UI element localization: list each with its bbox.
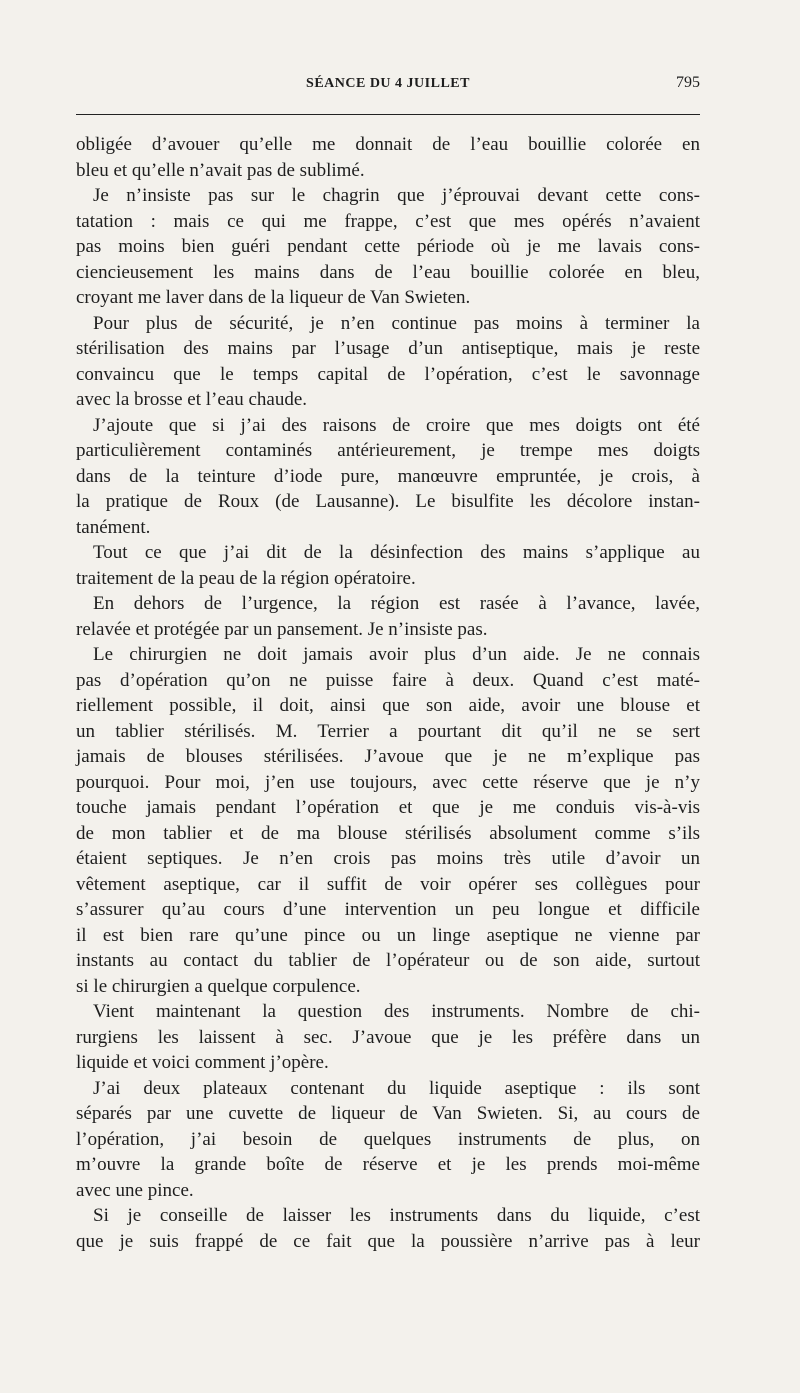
text-line: riellement possible, il doit, ainsi que son aide, avoir une blouse et (76, 695, 700, 716)
text-line: particulièrement contaminés antérieurement, je trempe mes doigts (76, 440, 700, 461)
text-line: il est bien rare qu’une pince ou un linge aseptique ne vienne par (76, 924, 700, 946)
text-line: avec la brosse et l’eau chaude. (76, 389, 308, 410)
text-line: J’ai deux plateaux contenant du liquide aseptique : ils sont (93, 1077, 700, 1099)
header-rule (76, 114, 700, 115)
text-line: convaincu que le temps capital de l’opération, c’est le savonnage (76, 363, 700, 385)
text-line: stérilisation des mains par l’usage d’un antiseptique, mais je reste (76, 338, 700, 359)
page-header (76, 72, 700, 100)
text-line: l’opération, j’ai besoin de quelques instruments de plus, on (76, 1128, 700, 1150)
text-line: jamais de blouses stérilisées. J’avoue que je ne m’explique pas (76, 746, 700, 767)
text-line: J’ajoute que si j’ai des raisons de croire que mes doigts ont été (93, 414, 700, 436)
text-line: En dehors de l’urgence, la région est rasée à l’avance, lavée, (93, 593, 700, 614)
text-line: de mon tablier et de ma blouse stérilisés absolument comme s’ils (76, 822, 700, 844)
text-line: Tout ce que j’ai dit de la désinfection des mains s’applique au (93, 542, 700, 563)
body-text (76, 132, 700, 1254)
text-line: Si je conseille de laisser les instruments dans du liquide, c’est (93, 1205, 700, 1226)
page-number: 795 (676, 74, 700, 91)
text-line: avec une pince. (76, 1179, 194, 1201)
text-line: la pratique de Roux (de Lausanne). Le bisulfite les décolore instan- (76, 491, 700, 512)
text-line: relavée et protégée par un pansement. Je n’insiste pas. (76, 618, 488, 640)
text-line: dans de la teinture d’iode pure, manœuvre empruntée, je crois, à (76, 465, 700, 487)
text-line: m’ouvre la grande boîte de réserve et je les prends moi-même (76, 1154, 700, 1175)
text-line: Vient maintenant la question des instruments. Nombre de chi- (93, 1001, 700, 1022)
text-line: touche jamais pendant l’opération et que je me conduis vis-à-vis (76, 797, 700, 818)
text-line: croyant me laver dans de la liqueur de Van Swieten. (76, 287, 471, 308)
text-line: pas d’opération qu’on ne puisse faire à deux. Quand c’est maté- (76, 669, 700, 691)
text-line: Le chirurgien ne doit jamais avoir plus d’un aide. Je ne connais (93, 644, 700, 665)
text-line: tanément. (76, 516, 151, 538)
text-line: bleu et qu’elle n’avait pas de sublimé. (76, 159, 365, 181)
text-line: vêtement aseptique, car il suffit de voir opérer ses collègues pour (76, 873, 700, 895)
text-line: liquide et voici comment j’opère. (76, 1052, 329, 1073)
text-line: que je suis frappé de ce fait que la poussière n’arrive pas à leur (76, 1230, 700, 1252)
text-line: étaient septiques. Je n’en crois pas moins très utile d’avoir un (76, 848, 700, 869)
text-line: pas moins bien guéri pendant cette période où je me lavais cons- (76, 236, 700, 257)
text-line: si le chirurgien a quelque corpulence. (76, 975, 361, 997)
text-line: Je n’insiste pas sur le chagrin que j’éprouvai devant cette cons- (93, 185, 700, 206)
text-line: séparés par une cuvette de liqueur de Van Swieten. Si, au cours de (76, 1103, 700, 1124)
text-line: ciencieusement les mains dans de l’eau bouillie colorée en bleu, (76, 261, 700, 283)
text-line: obligée d’avouer qu’elle me donnait de l’eau bouillie colorée en (76, 134, 700, 155)
text-line: instants au contact du tablier de l’opérateur ou de son aide, surtout (76, 950, 700, 971)
text-line: traitement de la peau de la région opératoire. (76, 567, 416, 589)
text-line: pourquoi. Pour moi, j’en use toujours, avec cette réserve que je n’y (76, 771, 700, 793)
text-line: un tablier stérilisés. M. Terrier a pourtant dit qu’il ne se sert (76, 720, 700, 742)
text-line: tatation : mais ce qui me frappe, c’est que mes opérés n’avaient (76, 210, 700, 232)
text-line: Pour plus de sécurité, je n’en continue pas moins à terminer la (93, 312, 700, 334)
text-line: rurgiens les laissent à sec. J’avoue que je les préfère dans un (76, 1026, 700, 1048)
running-title: SÉANCE DU 4 JUILLET (306, 76, 470, 91)
text-line: s’assurer qu’au cours d’une intervention un peu longue et difficile (76, 899, 700, 920)
